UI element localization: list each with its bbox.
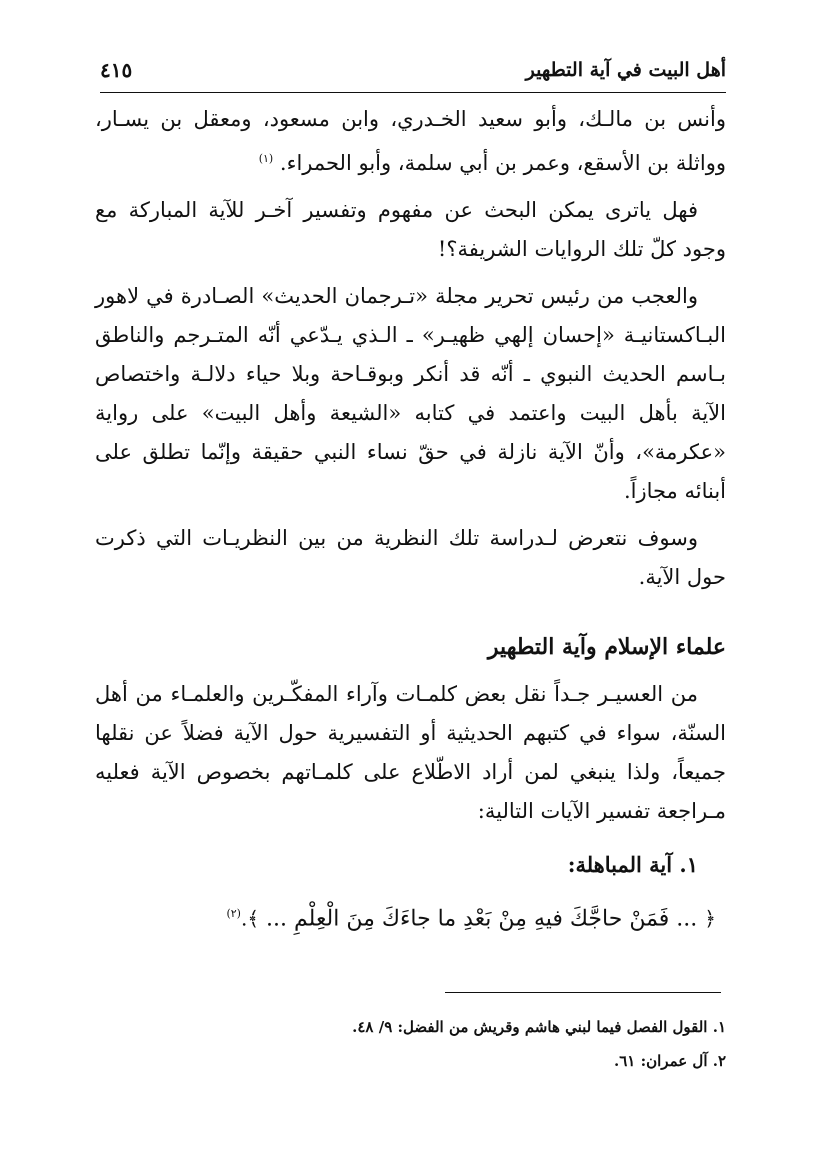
page-number: ٤١٥ [100,58,133,82]
page-header [100,52,726,88]
paragraph-narrators [95,100,726,183]
verse-text: ... فَمَنْ حاجَّكَ فيهِ مِنْ بَعْدِ ما جاءَكَ مِنَ الْعِلْمِ ... [266,906,698,932]
item-heading-mubahala: ١. آية المباهلة: [567,852,698,877]
footnote-ref-2: (٢) [226,907,241,920]
section-heading: علماء الإسلام وآية التطهير [487,634,726,660]
footnote-ref-1: (١) [258,152,274,165]
footnote-1: ١. القول الفصل فيما لبني هاشم وقريش من الفضل: ٩/ ٤٨. [352,1018,726,1036]
section-paragraph: من العسيـر جـداً نقل بعض كلمـات وآراء المفكّـرين والعلمـاء من أهل السنّة، سواء في كتبهم الحديثية أو التفسيرية حول الآية فضلاً عن نقلها جميعاً، ولذا ينبغي لمن أراد الاطّلاع على كلمـاتهم بخصوص الآية فعليه مـراجعة تفسير الآيات التالية: [95,682,726,823]
verse-close-bracket: ﴾. [240,906,260,931]
quran-verse [95,893,726,940]
paragraph-question: فهل ياترى يمكن البحث عن مفهوم وتفسير آخـر للآية المباركة مع وجود كلّ تلك الروايات الشريفة؟! [95,198,726,261]
paragraph-critique: والعجب من رئيس تحرير مجلة «تـرجمان الحديث» الصـادرة في لاهور البـاكستانيـة «إحسان إلهي ظهيـر» ـ الـذي يـدّعي أنّه المتـرجم والناطق بـاسم الحديث النبوي ـ أنّه قد أنكر وبوقـاحة وبلا حياء دلالـة واختصاص الآية بأهل البيت واعتمد في كتابه «الشيعة وأهل البيت» على رواية «عكرمة»، وأنّ الآية نازلة في حقّ نساء النبي حقيقة وإنّما تطلق على أبنائه مجازاً. [95,284,726,503]
paragraph-text: وأنس بن مالـك، وأبو سعيد الخـدري، وابن مسعود، ومعقل بن يسـار، وواثلة بن الأسقع، وعمر بن أبي سلمة، وأبو الحمراء. [95,107,726,175]
footnote-2: ٢. آل عمران: ٦١. [614,1052,726,1070]
footnote-divider [445,992,721,993]
footnotes [95,1010,726,1078]
header-divider [100,92,726,93]
running-title: أهل البيت في آية التطهير [525,59,726,81]
page-body [95,100,726,940]
verse-open-bracket: ﴿ [704,906,716,931]
paragraph-study: وسوف نتعرض لـدراسة تلك النظرية من بين النظريـات التي ذكرت حول الآية. [95,526,726,589]
